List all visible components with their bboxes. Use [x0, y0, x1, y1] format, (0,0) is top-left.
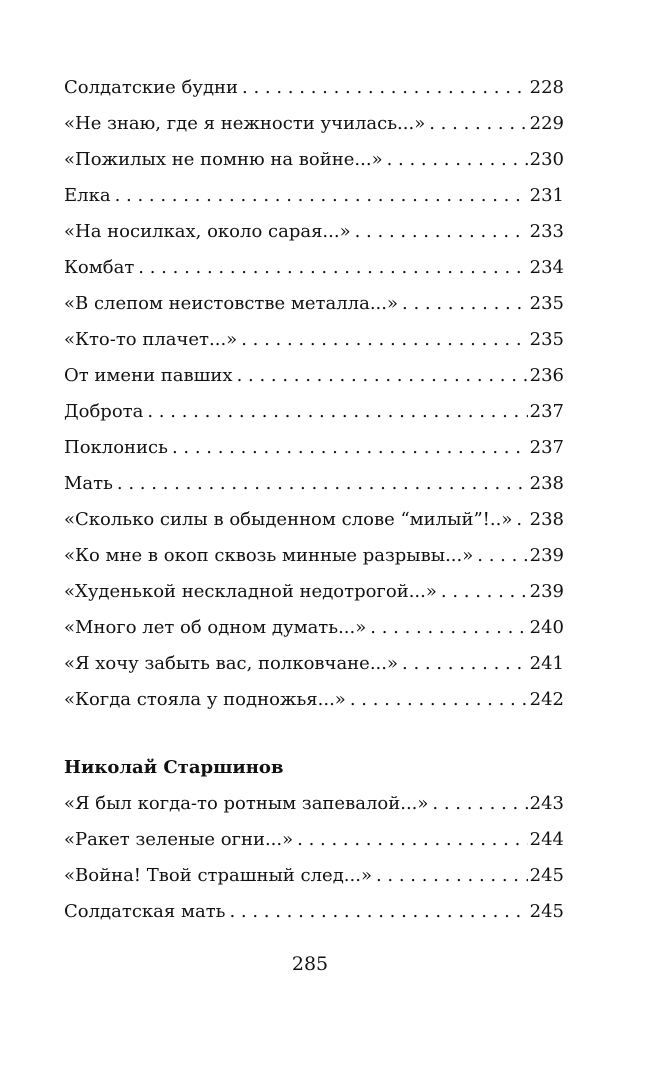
toc-entry-title: «Худенькой нескладной недотрогой...» — [64, 581, 437, 602]
toc-entry-page: 234 — [529, 257, 564, 278]
table-of-contents — [64, 70, 564, 930]
dot-leader — [350, 682, 528, 718]
toc-entry-page: 237 — [529, 401, 564, 422]
dot-leader — [477, 538, 527, 574]
toc-entry-page: 229 — [529, 113, 564, 134]
toc-entry-page: 239 — [529, 545, 564, 566]
toc-entry-page: 245 — [529, 865, 564, 886]
dot-leader — [376, 858, 528, 894]
dot-leader — [355, 214, 528, 250]
author-heading: Николай Старшинов — [64, 757, 284, 778]
toc-entry — [64, 394, 564, 430]
toc-entry-page: 237 — [529, 437, 564, 458]
toc-entry-title: От имени павших — [64, 365, 233, 386]
dot-leader — [172, 430, 528, 466]
toc-entry-page: 239 — [529, 581, 564, 602]
toc-entry — [64, 178, 564, 214]
toc-entry — [64, 358, 564, 394]
toc-entry-title: «Война! Твой страшный след...» — [64, 865, 372, 886]
page-number: 285 — [291, 953, 329, 975]
dot-leader — [370, 610, 527, 646]
toc-entry — [64, 858, 564, 894]
toc-entry-page: 233 — [529, 221, 564, 242]
toc-entry-title: Солдатские будни — [64, 77, 239, 98]
toc-entry-page: 230 — [529, 149, 564, 170]
toc-entry-page: 231 — [529, 185, 564, 206]
toc-entry-page: 238 — [529, 509, 564, 530]
toc-entry-title: «Сколько силы в обыденном слове “милый”!..» — [64, 509, 513, 530]
toc-entry-title: «Пожилых не помню на войне...» — [64, 149, 383, 170]
toc-entry — [64, 786, 564, 822]
toc-entry-title: «Я хочу забыть вас, полковчане...» — [64, 653, 399, 674]
toc-entry — [64, 214, 564, 250]
toc-entry — [64, 538, 564, 574]
dot-leader — [387, 142, 528, 178]
toc-entry-title: «Не знаю, где я нежности училась...» — [64, 113, 426, 134]
dot-leader — [147, 394, 527, 430]
toc-entry — [64, 574, 564, 610]
dot-leader — [441, 574, 528, 610]
toc-entry-page: 241 — [529, 653, 564, 674]
dot-leader — [117, 466, 528, 502]
dot-leader — [432, 786, 527, 822]
toc-entry-title: «В слепом неистовстве металла...» — [64, 293, 399, 314]
dot-leader — [237, 358, 528, 394]
toc-entry-page: 244 — [529, 829, 564, 850]
toc-entry — [64, 682, 564, 718]
toc-entry-title: «На носилках, около сарая...» — [64, 221, 351, 242]
toc-entry-page: 235 — [529, 329, 564, 350]
toc-entry-page: 235 — [529, 293, 564, 314]
toc-entry-title: Доброта — [64, 401, 144, 422]
dot-leader — [138, 250, 527, 286]
dot-leader — [229, 894, 527, 930]
toc-entry-title: «Я был когда-то ротным запевалой...» — [64, 793, 429, 814]
dot-leader — [402, 646, 528, 682]
toc-entry — [64, 142, 564, 178]
toc-entry-page: 236 — [529, 365, 564, 386]
toc-entry — [64, 610, 564, 646]
toc-entry — [64, 502, 564, 538]
toc-entry — [64, 894, 564, 930]
toc-entry-title: «Кто-то плачет...» — [64, 329, 238, 350]
dot-leader — [516, 502, 527, 538]
toc-entry — [64, 466, 564, 502]
toc-entry-page: 240 — [529, 617, 564, 638]
dot-leader — [242, 70, 528, 106]
dot-leader — [429, 106, 527, 142]
toc-entry — [64, 646, 564, 682]
toc-entry-page: 238 — [529, 473, 564, 494]
toc-entry-title: «Ракет зеленые огни...» — [64, 829, 294, 850]
dot-leader — [241, 322, 527, 358]
toc-entry-title: Комбат — [64, 257, 135, 278]
toc-entry-title: Елка — [64, 185, 111, 206]
toc-entry-title: Мать — [64, 473, 113, 494]
toc-entry-title: «Много лет об одном думать...» — [64, 617, 367, 638]
dot-leader — [297, 822, 528, 858]
toc-entry-page: 243 — [529, 793, 564, 814]
toc-entry-title: «Ко мне в окоп сквозь минные разрывы...» — [64, 545, 474, 566]
toc-entry — [64, 250, 564, 286]
toc-entry-page: 245 — [529, 901, 564, 922]
section-spacer — [64, 718, 564, 750]
toc-entry-title: Поклонись — [64, 437, 168, 458]
toc-entry — [64, 430, 564, 466]
toc-entry — [64, 822, 564, 858]
toc-entry-page: 242 — [529, 689, 564, 710]
toc-entry-page: 228 — [529, 77, 564, 98]
toc-entry-title: Солдатская мать — [64, 901, 226, 922]
dot-leader — [115, 178, 528, 214]
toc-entry — [64, 286, 564, 322]
dot-leader — [402, 286, 528, 322]
toc-entry — [64, 322, 564, 358]
toc-entry — [64, 106, 564, 142]
toc-entry-title: «Когда стояла у подножья...» — [64, 689, 346, 710]
toc-entry — [64, 70, 564, 106]
